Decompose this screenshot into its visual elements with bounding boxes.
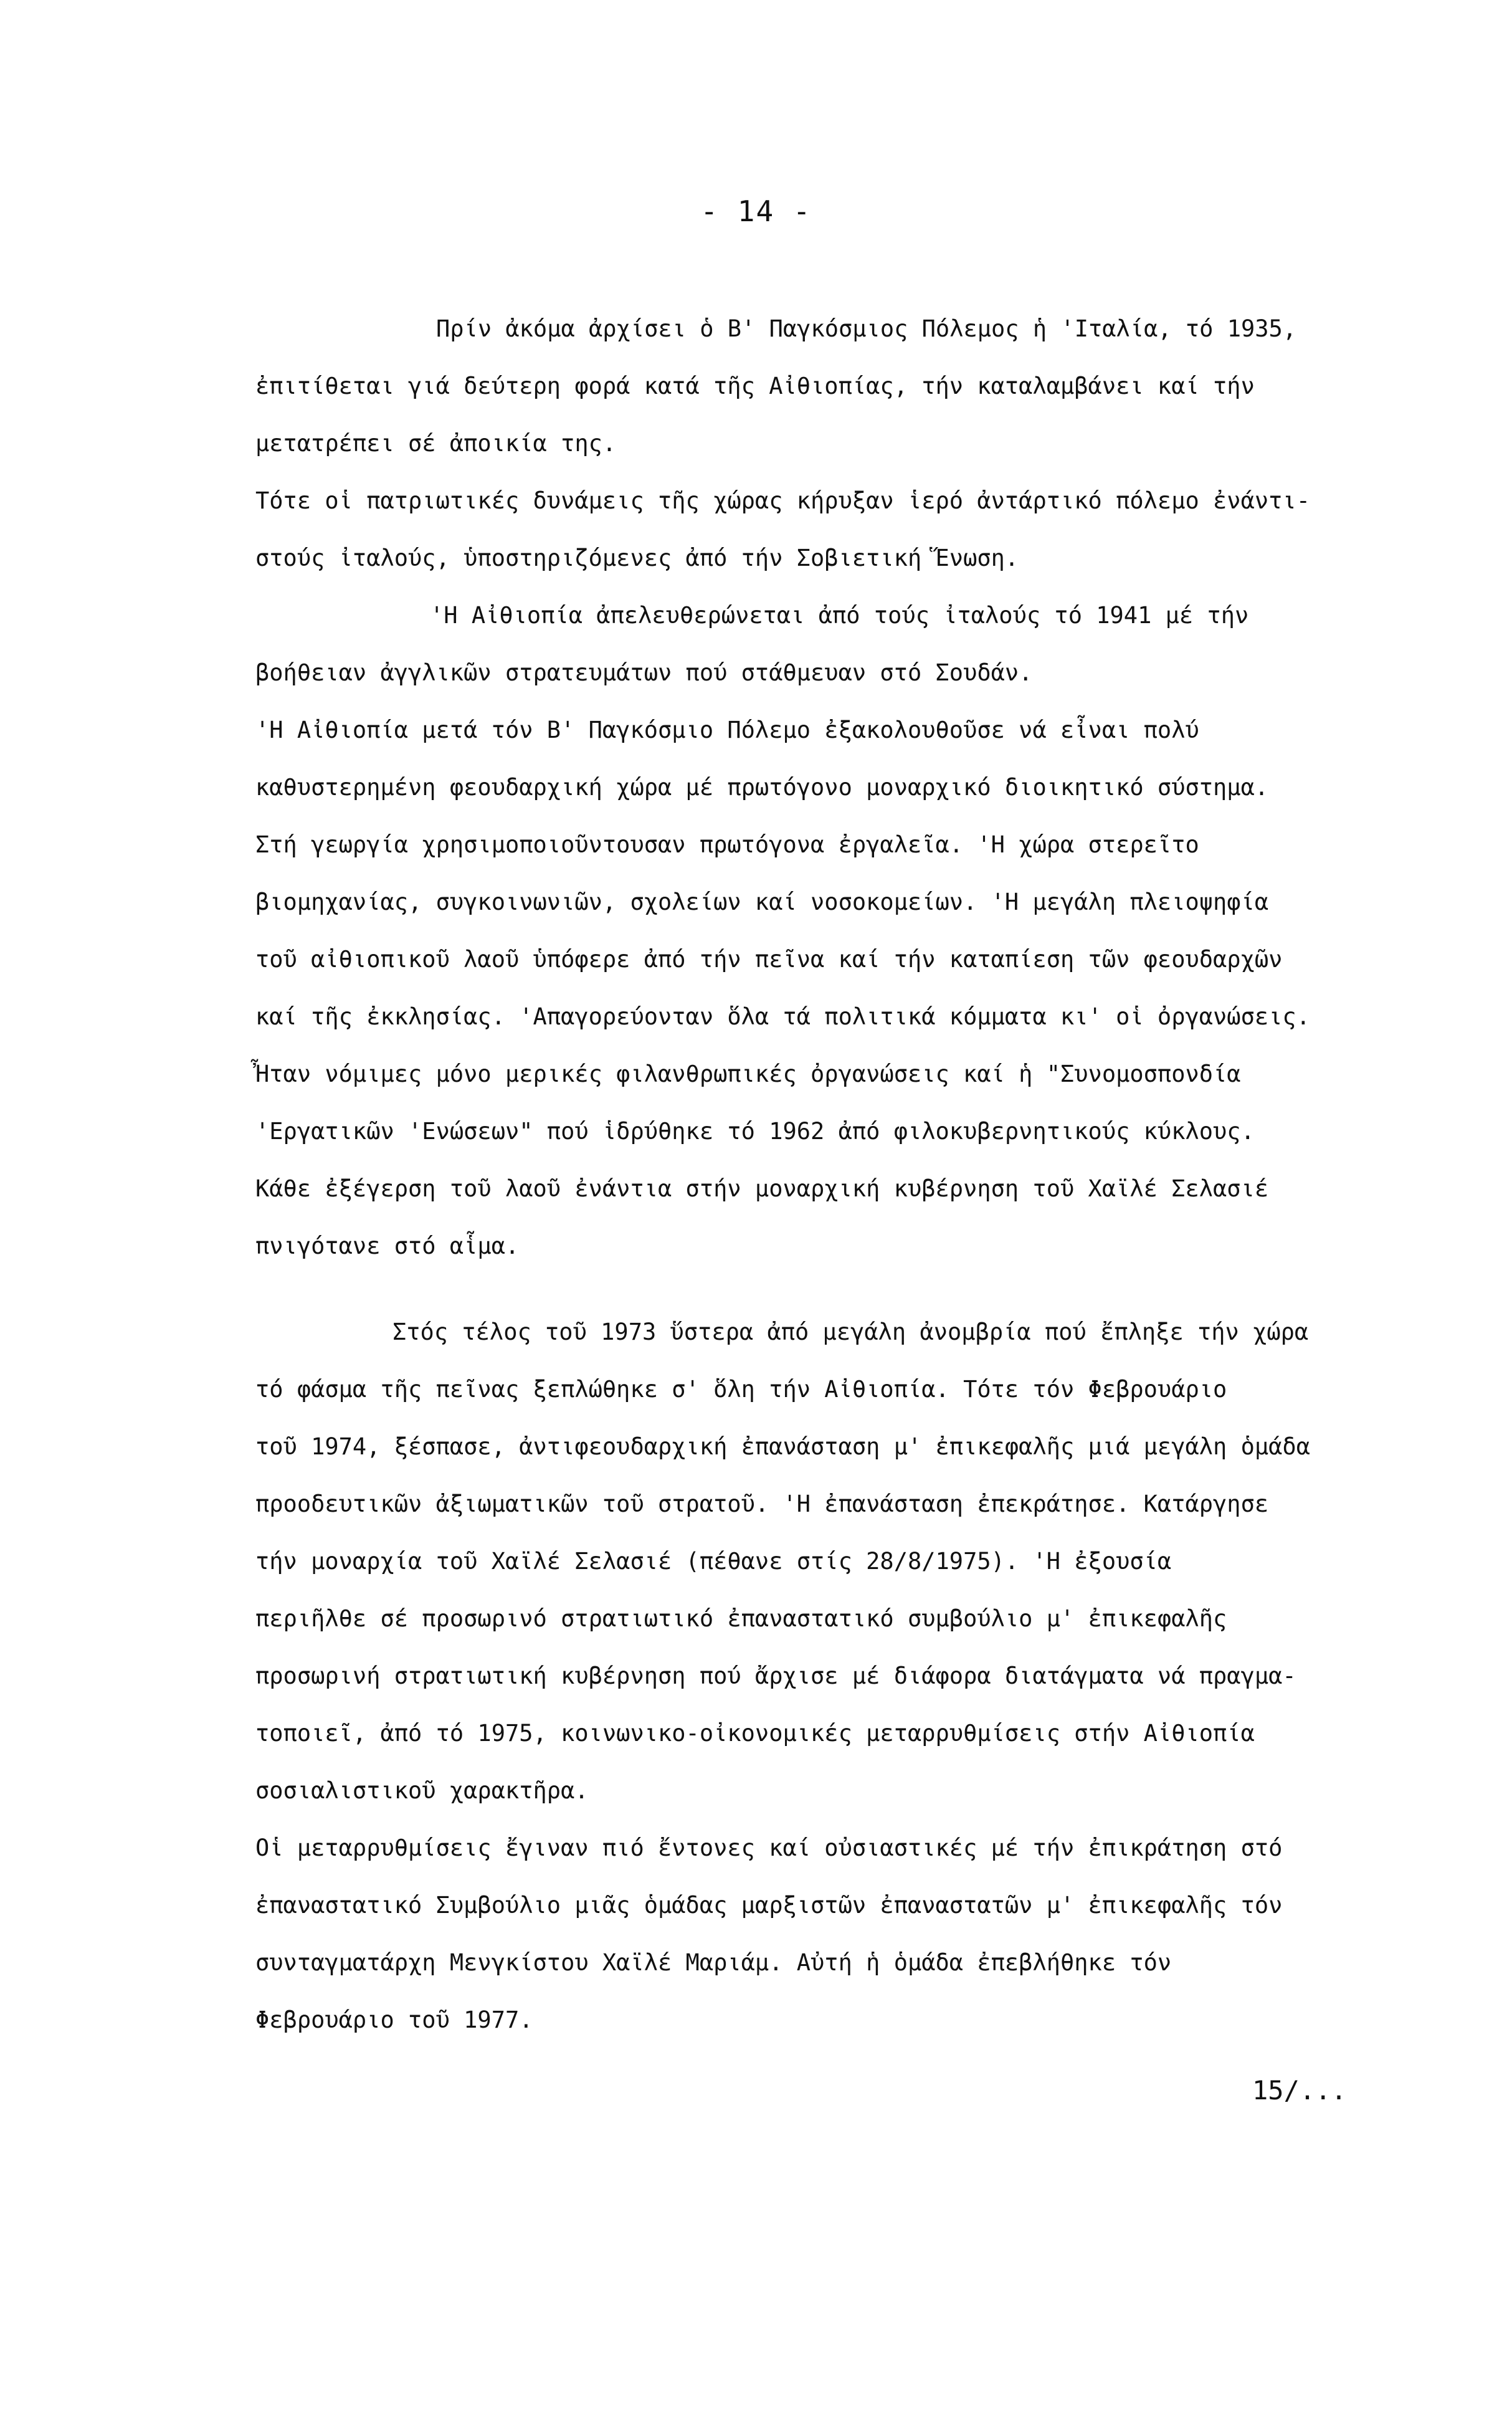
text-line: μετατρέπει σέ ἀποικία της. [255, 430, 617, 457]
text-line: βοήθειαν ἀγγλικῶν στρατευμάτων πού στάθμευαν στό Σουδάν. [255, 659, 1033, 686]
text-line: 'Η Αἰθιοπία ἀπελευθερώνεται ἀπό τούς ἰταλούς τό 1941 μέ τήν [430, 602, 1249, 629]
text-line: τοῦ αἰθιοπικοῦ λαοῦ ὑπόφερε ἀπό τήν πεῖνα καί τήν καταπίεση τῶν φεουδαρχῶν [255, 946, 1283, 973]
text-line: καθυστερημένη φεουδαρχική χώρα μέ πρωτόγονο μοναρχικό διοικητικό σύστημα. [255, 774, 1269, 801]
text-line: Κάθε ἐξέγερση τοῦ λαοῦ ἐνάντια στήν μοναρχική κυβέρνηση τοῦ Χαϊλέ Σελασιέ [255, 1175, 1269, 1202]
text-line: πνιγότανε στό αἷμα. [255, 1233, 520, 1259]
text-line: Ἦταν νόμιμες μόνο μερικές φιλανθρωπικές ὀργανώσεις καί ἡ "Συνομοσπονδία [255, 1061, 1241, 1087]
text-line: τοποιεῖ, ἀπό τό 1975, κοινωνικο-οἰκονομικές μεταρρυθμίσεις στήν Αἰθιοπία [255, 1720, 1255, 1747]
continuation-marker: 15/... [1252, 2075, 1347, 2106]
text-line: προοδευτικῶν ἀξιωματικῶν τοῦ στρατοῦ. 'Η ἐπανάσταση ἐπεκράτησε. Κατάργησε [255, 1491, 1269, 1517]
text-line: στούς ἰταλούς, ὑποστηριζόμενες ἀπό τήν Σοβιετική Ἕνωση. [255, 545, 1019, 571]
text-line: Τότε οἱ πατριωτικές δυνάμεις τῆς χώρας κήρυξαν ἱερό ἀντάρτικό πόλεμο ἐνάντι- [255, 487, 1310, 514]
text-line: προσωρινή στρατιωτική κυβέρνηση πού ἄρχισε μέ διάφορα διατάγματα νά πραγμα- [255, 1663, 1296, 1689]
text-line: σοσιαλιστικοῦ χαρακτῆρα. [255, 1777, 589, 1804]
paragraph-gap [255, 1275, 1439, 1304]
text-line: Φεβρουάριο τοῦ 1977. [255, 2006, 533, 2033]
text-line: Στός τέλος τοῦ 1973 ὕστερα ἀπό μεγάλη ἀνομβρία πού ἔπληξε τήν χώρα [392, 1319, 1309, 1345]
text-line: Πρίν ἀκόμα ἀρχίσει ὁ Β' Παγκόσμιος Πόλεμος ἡ 'Ιταλία, τό 1935, [436, 315, 1297, 342]
text-line: συνταγματάρχη Μενγκίστου Χαϊλέ Μαριάμ. Αὐτή ἡ ὁμάδα ἐπεβλήθηκε τόν [255, 1949, 1172, 1976]
text-line: καί τῆς ἐκκλησίας. 'Απαγορεύονταν ὅλα τά πολιτικά κόμματα κι' οἱ ὀργανώσεις. [255, 1003, 1310, 1030]
text-line: 'Εργατικῶν 'Ενώσεων" πού ἱδρύθηκε τό 1962 ἀπό φιλοκυβερνητικούς κύκλους. [255, 1118, 1255, 1145]
text-line: ἐπαναστατικό Συμβούλιο μιᾶς ὁμάδας μαρξιστῶν ἐπαναστατῶν μ' ἐπικεφαλῆς τόν [255, 1892, 1283, 1919]
text-line: περιῆλθε σέ προσωρινό στρατιωτικό ἐπαναστατικό συμβούλιο μ' ἐπικεφαλῆς [255, 1605, 1227, 1632]
document-body [255, 300, 1439, 2049]
text-line: τήν μοναρχία τοῦ Χαϊλέ Σελασιέ (πέθανε στίς 28/8/1975). 'Η ἐξουσία [255, 1548, 1172, 1575]
text-line: βιομηχανίας, συγκοινωνιῶν, σχολείων καί νοσοκομείων. 'Η μεγάλη πλειοψηφία [255, 889, 1269, 915]
text-line: τοῦ 1974, ξέσπασε, ἀντιφεουδαρχική ἐπανάσταση μ' ἐπικεφαλῆς μιά μεγάλη ὁμάδα [255, 1433, 1310, 1460]
page-number: - 14 - [700, 194, 812, 228]
text-line: Στή γεωργία χρησιμοποιοῦντουσαν πρωτόγονα ἐργαλεῖα. 'Η χώρα στερεῖτο [255, 831, 1199, 858]
text-line: 'Η Αἰθιοπία μετά τόν Β' Παγκόσμιο Πόλεμο ἐξακολουθοῦσε νά εἶναι πολύ [255, 717, 1199, 743]
text-line: ἐπιτίθεται γιά δεύτερη φορά κατά τῆς Αἰθιοπίας, τήν καταλαμβάνει καί τήν [255, 373, 1255, 399]
text-line: Οἱ μεταρρυθμίσεις ἔγιναν πιό ἔντονες καί οὐσιαστικές μέ τήν ἐπικράτηση στό [255, 1834, 1283, 1861]
text-line: τό φάσμα τῆς πεῖνας ξεπλώθηκε σ' ὅλη τήν Αἰθιοπία. Τότε τόν Φεβρουάριο [255, 1376, 1227, 1403]
